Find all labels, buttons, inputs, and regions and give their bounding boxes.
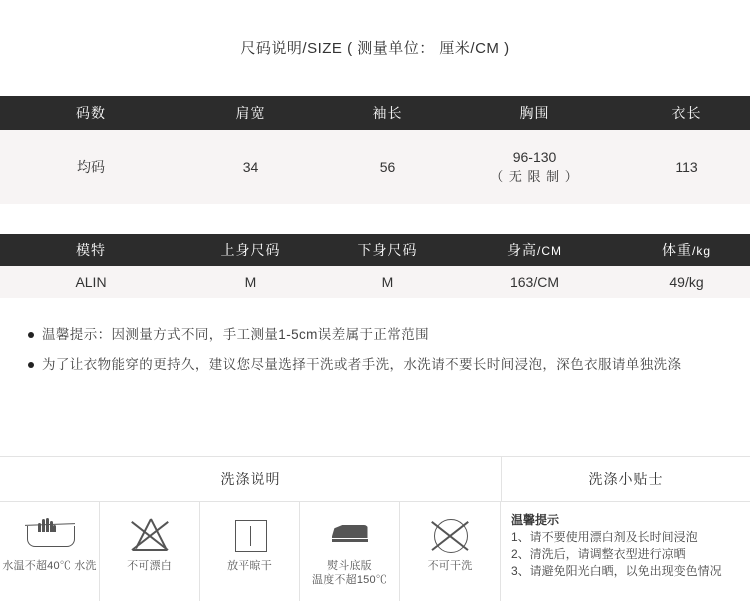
size-header-bust: 胸围 (456, 96, 613, 130)
model-header-weight-label: 体重 (661, 242, 692, 258)
wash-icon-cell-hand-wash (0, 502, 100, 601)
size-cell-bust-value: 96-130 (512, 149, 557, 165)
wash-icon-caption: 水温不超40℃ 水洗 (2, 560, 97, 572)
model-header-top-size: 上身尺码 (182, 234, 319, 266)
model-cell-top-size: M (182, 266, 319, 298)
model-header-bottom-size: 下身尺码 (319, 234, 456, 266)
dry-flat-icon (223, 514, 277, 556)
wash-icon-caption: 不可干洗 (427, 560, 473, 572)
list-item: 为了让衣物能穿的更持久，建议您尽量选择干洗或者手洗，水洗请不要长时间浸泡，深色衣服请单独洗涤 (28, 350, 750, 380)
page-title: 尺码说明/SIZE ( 测量单位： 厘米/CM ) (240, 40, 510, 57)
model-cell-height: 163/CM (456, 266, 613, 298)
wash-icon-cell-no-dry-clean (400, 502, 500, 601)
wash-tips-heading: 温馨提示 (511, 513, 560, 527)
no-bleach-icon (123, 514, 177, 556)
size-table-header-row (0, 96, 750, 130)
model-header-height-unit: /CM (537, 244, 562, 258)
wash-instructions-title: 洗涤说明 (0, 457, 502, 501)
size-header-length: 衣长 (613, 96, 750, 130)
model-cell-bottom-size: M (319, 266, 456, 298)
size-cell-shoulder: 34 (182, 130, 319, 204)
notes-list (0, 320, 750, 380)
wash-icon-caption: 不可漂白 (127, 560, 172, 572)
list-item: 温馨提示：因测量方式不同，手工测量1-5cm误差属于正常范围 (28, 320, 750, 350)
wash-icon-caption: 放平晾干 (227, 560, 272, 572)
model-header-name: 模特 (0, 234, 182, 266)
wash-tips-title: 洗涤小贴士 (588, 471, 664, 487)
wash-tips-content (501, 502, 750, 601)
size-cell-length: 113 (613, 130, 750, 204)
wash-icon-row (0, 502, 501, 601)
wash-care-section (0, 456, 750, 600)
model-header-height-label: 身高 (507, 242, 537, 258)
model-header-height (456, 234, 613, 266)
model-header-weight-unit: /kg (691, 244, 711, 258)
wash-icon-caption (312, 559, 387, 587)
size-cell-bust (456, 130, 613, 204)
wash-icon-cell-iron (300, 502, 400, 601)
size-table (0, 96, 750, 204)
model-cell-weight: 49/kg (613, 266, 750, 298)
wash-care-body (0, 502, 750, 601)
size-header-sleeve: 袖长 (319, 96, 456, 130)
table-row (0, 266, 750, 298)
iron-low-temp-icon (323, 514, 377, 556)
wash-icon-cell-dry-flat (200, 502, 300, 601)
model-header-weight (613, 234, 750, 266)
wash-tip-line: 2、清洗后，请调整衣型进行凉晒 (511, 547, 686, 561)
size-header-code: 码数 (0, 96, 182, 130)
wash-tip-line: 1、请不要使用漂白剂及长时间浸泡 (511, 530, 698, 544)
hand-wash-icon (23, 514, 77, 556)
model-table-header-row (0, 234, 750, 266)
size-cell-bust-note: （ 无 限 制 ） (490, 169, 579, 184)
wash-icon-caption-line2: 温度不超150℃ (312, 574, 387, 586)
model-cell-name: ALIN (0, 266, 182, 298)
wash-icon-cell-no-bleach (100, 502, 200, 601)
size-cell-code: 均码 (0, 130, 182, 204)
wash-care-header (0, 457, 750, 502)
wash-tip-line: 3、请避免阳光白晒，以免出现变色情况 (511, 564, 722, 578)
size-cell-sleeve: 56 (319, 130, 456, 204)
table-row (0, 130, 750, 204)
no-dry-clean-icon (423, 514, 477, 556)
size-header-shoulder: 肩宽 (182, 96, 319, 130)
wash-icon-caption-line1: 熨斗底版 (327, 560, 372, 572)
model-table (0, 234, 750, 298)
